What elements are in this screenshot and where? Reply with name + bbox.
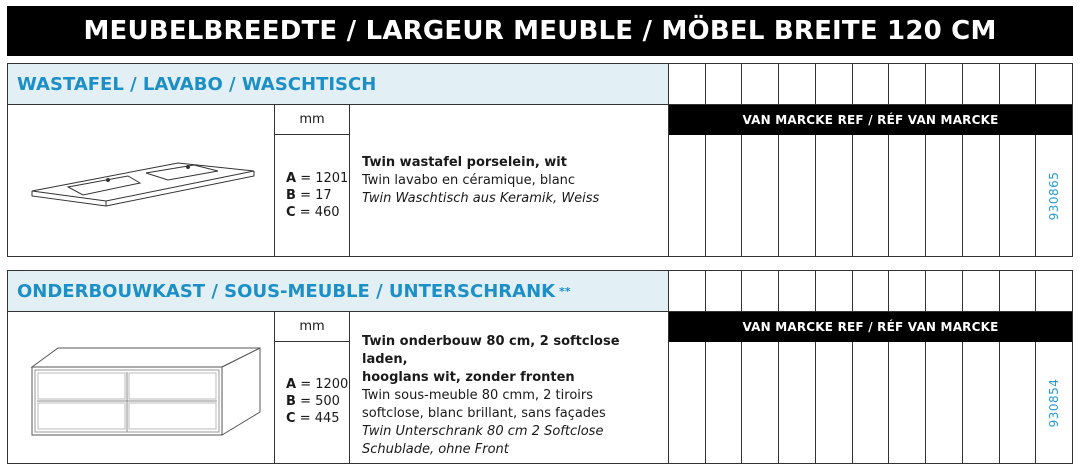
dimensions-column — [275, 105, 350, 256]
reference-area — [669, 105, 1072, 256]
description-fr-line2: softclose, blanc brillant, sans façades — [362, 406, 606, 421]
cabinet-illustration — [8, 312, 275, 463]
ref-cell — [669, 135, 706, 256]
order-cell — [1000, 64, 1037, 104]
description-de-line1: Twin Unterschrank 80 cm 2 Softclose — [362, 424, 604, 439]
ref-cell — [742, 135, 779, 256]
order-cell — [926, 64, 963, 104]
ref-cell — [926, 342, 963, 463]
reference-code: 930854 — [1047, 378, 1062, 427]
reference-cells — [669, 135, 1072, 256]
dimension-b: B = 17 — [286, 188, 332, 203]
ref-cell — [1000, 342, 1037, 463]
description-de: Twin Waschtisch aus Keramik, Weiss — [362, 191, 600, 206]
order-cell — [963, 271, 1000, 311]
section-title-text: WASTAFEL / LAVABO / WASCHTISCH — [17, 73, 377, 95]
reference-cells — [669, 342, 1072, 463]
ref-cell — [1000, 135, 1037, 256]
section-title — [8, 271, 669, 312]
twin-washbasin-drawing — [8, 105, 275, 256]
reference-header: VAN MARCKE REF / RÉF VAN MARCKE — [669, 105, 1072, 135]
order-cell — [779, 271, 816, 311]
description-nl-line1: Twin onderbouw 80 cm, 2 softclose laden, — [362, 334, 620, 367]
order-cell — [1036, 271, 1072, 311]
ref-cell — [926, 135, 963, 256]
order-cell — [669, 64, 706, 104]
washbasin-illustration — [8, 105, 275, 256]
product-section-washbasin — [7, 63, 1073, 257]
order-cell — [889, 64, 926, 104]
order-cell — [1036, 64, 1072, 104]
ref-cell — [889, 135, 926, 256]
order-cell — [706, 64, 743, 104]
order-cell — [816, 64, 853, 104]
order-cell — [669, 271, 706, 311]
ref-cell — [889, 342, 926, 463]
order-cell — [853, 64, 890, 104]
reference-code: 930865 — [1047, 171, 1062, 220]
dimension-c: C = 445 — [286, 411, 340, 426]
dimensions-list — [275, 135, 349, 221]
page-title: MEUBELBREEDTE / LARGEUR MEUBLE / MÖBEL BREITE 120 CM — [7, 6, 1073, 56]
ref-cell-code — [1036, 135, 1072, 256]
product-section-cabinet — [7, 270, 1073, 464]
order-grid-top — [669, 271, 1072, 312]
ref-cell — [669, 342, 706, 463]
footnote-marker: ** — [559, 284, 571, 298]
ref-cell-code — [1036, 342, 1072, 463]
order-cell — [779, 64, 816, 104]
dimensions-list — [275, 342, 349, 427]
section-title — [8, 64, 669, 105]
order-cell — [853, 271, 890, 311]
dimension-b: B = 500 — [286, 394, 340, 409]
ref-cell — [706, 135, 743, 256]
description-de-line2: Schublade, ohne Front — [362, 442, 509, 457]
description-nl: Twin wastafel porselein, wit — [362, 155, 567, 170]
twin-drawer-cabinet-drawing — [8, 312, 275, 463]
ref-cell — [816, 135, 853, 256]
order-cell — [1000, 271, 1037, 311]
reference-area — [669, 312, 1072, 463]
description-fr-line1: Twin sous-meuble 80 cmm, 2 tiroirs — [362, 388, 593, 403]
order-cell — [742, 64, 779, 104]
order-cell — [889, 271, 926, 311]
section-title-text: ONDERBOUWKAST / SOUS-MEUBLE / UNTERSCHRANK — [17, 280, 556, 302]
ref-cell — [779, 135, 816, 256]
order-cell — [963, 64, 1000, 104]
ref-cell — [963, 342, 1000, 463]
order-cell — [926, 271, 963, 311]
order-cell — [816, 271, 853, 311]
ref-cell — [742, 342, 779, 463]
ref-cell — [853, 342, 890, 463]
product-description — [350, 312, 669, 463]
order-grid-top — [669, 64, 1072, 105]
ref-cell — [779, 342, 816, 463]
ref-cell — [853, 135, 890, 256]
product-description — [350, 105, 669, 256]
reference-header: VAN MARCKE REF / RÉF VAN MARCKE — [669, 312, 1072, 342]
order-cell — [742, 271, 779, 311]
description-fr: Twin lavabo en céramique, blanc — [362, 173, 576, 188]
description-nl-line2: hooglans wit, zonder fronten — [362, 370, 575, 385]
ref-cell — [963, 135, 1000, 256]
ref-cell — [816, 342, 853, 463]
ref-cell — [706, 342, 743, 463]
mm-header: mm — [275, 312, 349, 342]
dimension-a: A = 1200 — [286, 377, 349, 392]
order-cell — [706, 271, 743, 311]
dimension-c: C = 460 — [286, 205, 340, 220]
dimensions-column — [275, 312, 350, 463]
dimension-a: A = 1201 — [286, 171, 349, 186]
mm-header: mm — [275, 105, 349, 135]
